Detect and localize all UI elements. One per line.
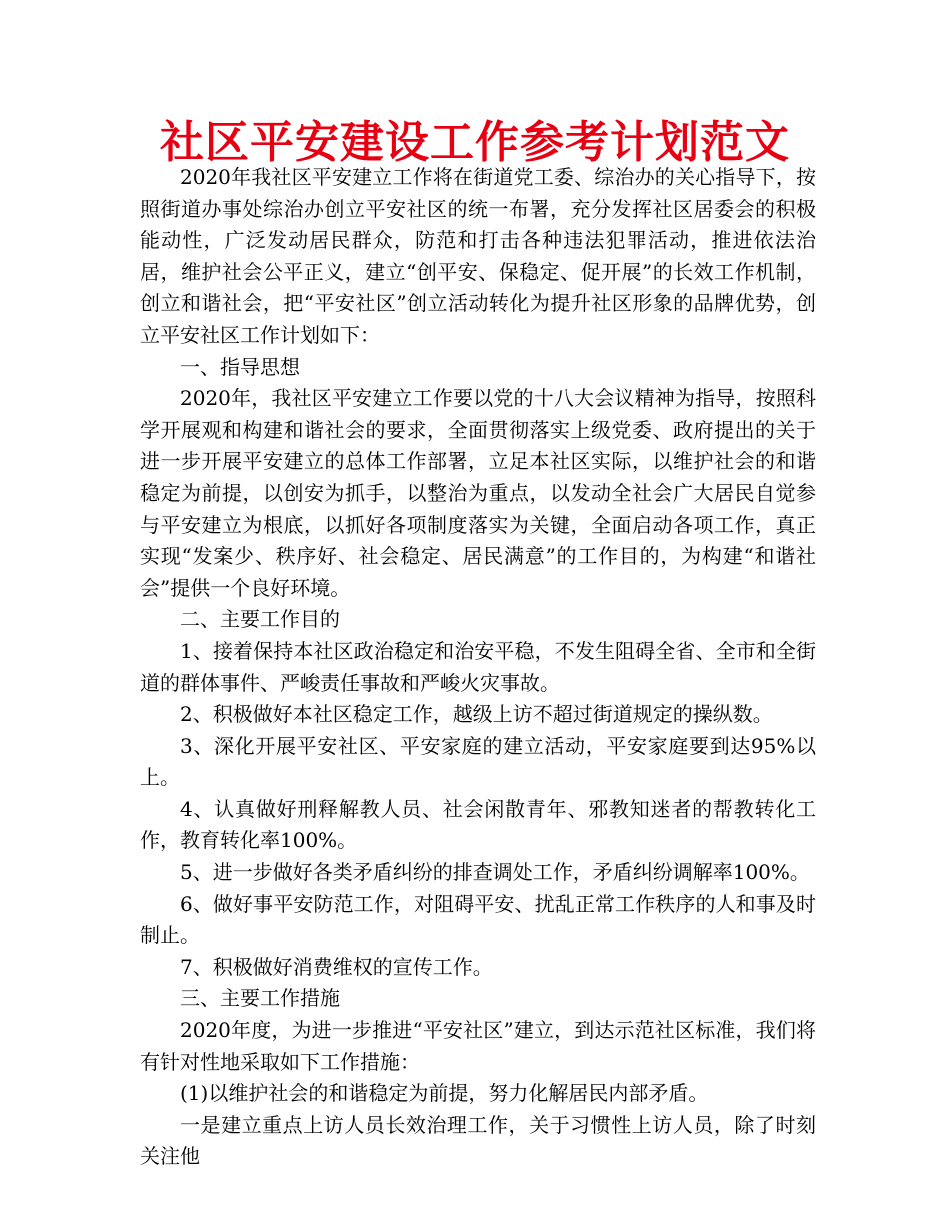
goal-item-4: 4、认真做好刑释解教人员、社会闲散青年、邪教知迷者的帮教转化工作，教育转化率100%。 <box>140 796 816 853</box>
document-body <box>140 162 816 1173</box>
goal-item-6: 6、做好事平安防范工作，对阻碍平安、扰乱正常工作秩序的人和事及时制止。 <box>140 891 816 948</box>
section-heading-main-goals: 二、主要工作目的 <box>180 607 340 632</box>
goal-item-5: 5、进一步做好各类矛盾纠纷的排查调处工作，矛盾纠纷调解率100%。 <box>180 860 810 885</box>
goal-item-2: 2、积极做好本社区稳定工作，越级上访不超过街道规定的操纵数。 <box>180 702 773 727</box>
paragraph-guiding-thought: 2020年，我社区平安建立工作要以党的十八大会议精神为指导，按照科学开展观和构建和谐社会的要求，全面贯彻落实上级党委、政府提出的关于进一步开展平安建立的总体工作部署，立足本社区实际，以维护社会的和谐稳定为前提，以创安为抓手，以整治为重点，以发动全社会广大居民自觉参与平安建立为根底，以抓好各项制度落实为关键，全面启动各项工作，真正实现“发案少、秩序好、社会稳定、居民满意”的工作目的，为构建“和谐社会”提供一个良好环境。 <box>140 386 816 600</box>
goal-item-7: 7、积极做好消费维权的宣传工作。 <box>180 954 493 979</box>
goal-item-1: 1、接着保持本社区政治稳定和治安平稳，不发生阻碍全省、全市和全街道的群体事件、严峻责任事故和严峻火灾事故。 <box>140 638 816 695</box>
document-title: 社区平安建设工作参考计划范文 <box>160 117 790 168</box>
paragraph-measure-detail: 一是建立重点上访人员长效治理工作，关于习惯性上访人员，除了时刻关注他 <box>140 1112 816 1169</box>
section-heading-guiding-thought: 一、指导思想 <box>180 354 300 379</box>
paragraph-measures-intro: 2020年度，为进一步推进“平安社区”建立，到达示范社区标准，我们将有针对性地采取如下工作措施： <box>140 1018 816 1074</box>
measure-item-1: (1)以维护社会的和谐稳定为前提，努力化解居民内部矛盾。 <box>180 1081 709 1106</box>
goal-item-3: 3、深化开展平安社区、平安家庭的建立活动，平安家庭要到达95%以上。 <box>140 733 816 790</box>
section-heading-main-measures: 三、主要工作措施 <box>180 986 340 1011</box>
paragraph-intro: 2020年我社区平安建立工作将在街道党工委、综治办的关心指导下，按照街道办事处综治办创立平安社区的统一布署，充分发挥社区居委会的积极能动性，广泛发动居民群众，防范和打击各种违法犯罪活动，推进依法治居，维护社会公平正义，建立“创平安、保稳定、促开展”的长效工作机制，创立和谐社会，把“平安社区”创立活动转化为提升社区形象的品牌优势，创立平安社区工作计划如下： <box>140 165 816 347</box>
